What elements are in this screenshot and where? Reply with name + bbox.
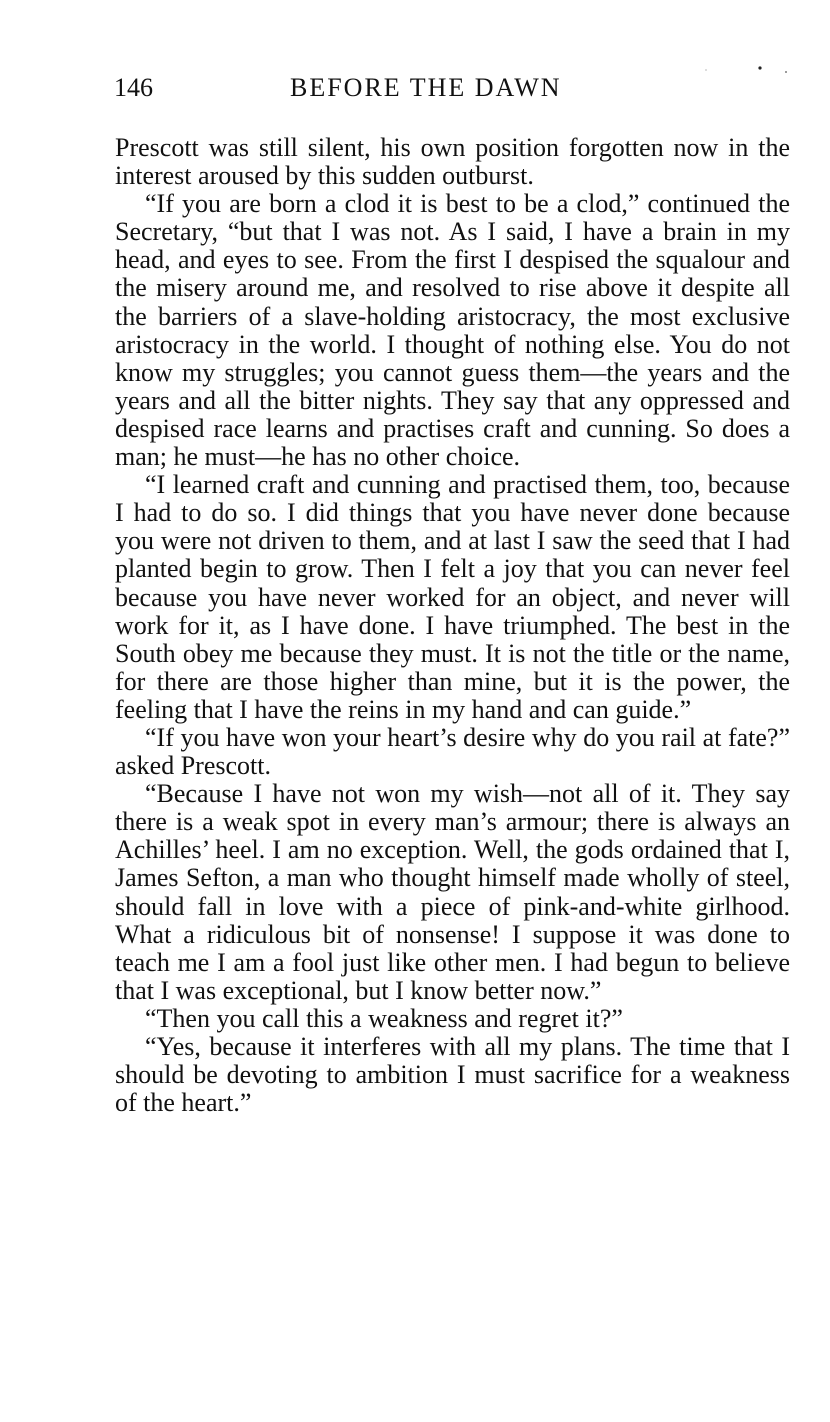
- paragraph-5: “Because I have not won my wish—not all of it. They say there is a weak spot in every man’s armour; there is always an Achilles’ heel. I am no exception. Well, the gods ordained that I, James Sefton, a man who thought himself made wholly of steel, should fall in love with a piece of pink-and-white girlhood. What a ridiculous bit of nonsense! I suppose it was done to teach me I am a fool just like other men. I had begun to believe that I was exceptional, but I know better now.”: [115, 779, 790, 1005]
- paragraph-4: “If you have won your heart’s desire why do you rail at fate?” asked Prescott.: [115, 722, 790, 781]
- paragraph-1: Prescott was still silent, his own position forgotten now in the interest aroused by this sudden outburst.: [115, 133, 790, 191]
- running-title: BEFORE THE DAWN: [290, 73, 562, 102]
- running-head: [114, 70, 790, 106]
- paragraph-2: “If you are born a clod it is best to be a clod,” continued the Secretary, “but that I was not. As I said, I have a brain in my head, and eyes to see. From the first I despised the squalour and the misery around me, and resolved to rise above it despite all the barriers of a slave-holding aristocracy, the most exclusive aristocracy in the world. I thought of nothing else. You do not know my struggles; you cannot guess them—the years and the years and all the bitter nights. They say that any oppressed and despised race learns and practises craft and cunning. So does a man; he must—he has no other choice.: [115, 189, 790, 472]
- paragraph-6: “Then you call this a weakness and regret it?”: [145, 1003, 623, 1033]
- page-number: 146: [114, 73, 153, 102]
- body-text: [115, 134, 790, 1117]
- paragraph-3: “I learned craft and cunning and practised them, too, because I had to do so. I did things that you have never done because you were not driven to them, and at last I saw the seed that I had planted begin to grow. Then I felt a joy that you can never feel because you have never worked for an object, and never will work for it, as I have done. I have triumphed. The best in the South obey me because they must. It is not the title or the name, for there are those higher than mine, but it is the power, the feeling that I have the reins in my hand and can guide.”: [115, 470, 790, 724]
- paragraph-7: “Yes, because it interferes with all my plans. The time that I should be devoting to ambition I must sacrifice for a weakness of the heart.”: [115, 1032, 790, 1118]
- print-specks: [700, 62, 800, 82]
